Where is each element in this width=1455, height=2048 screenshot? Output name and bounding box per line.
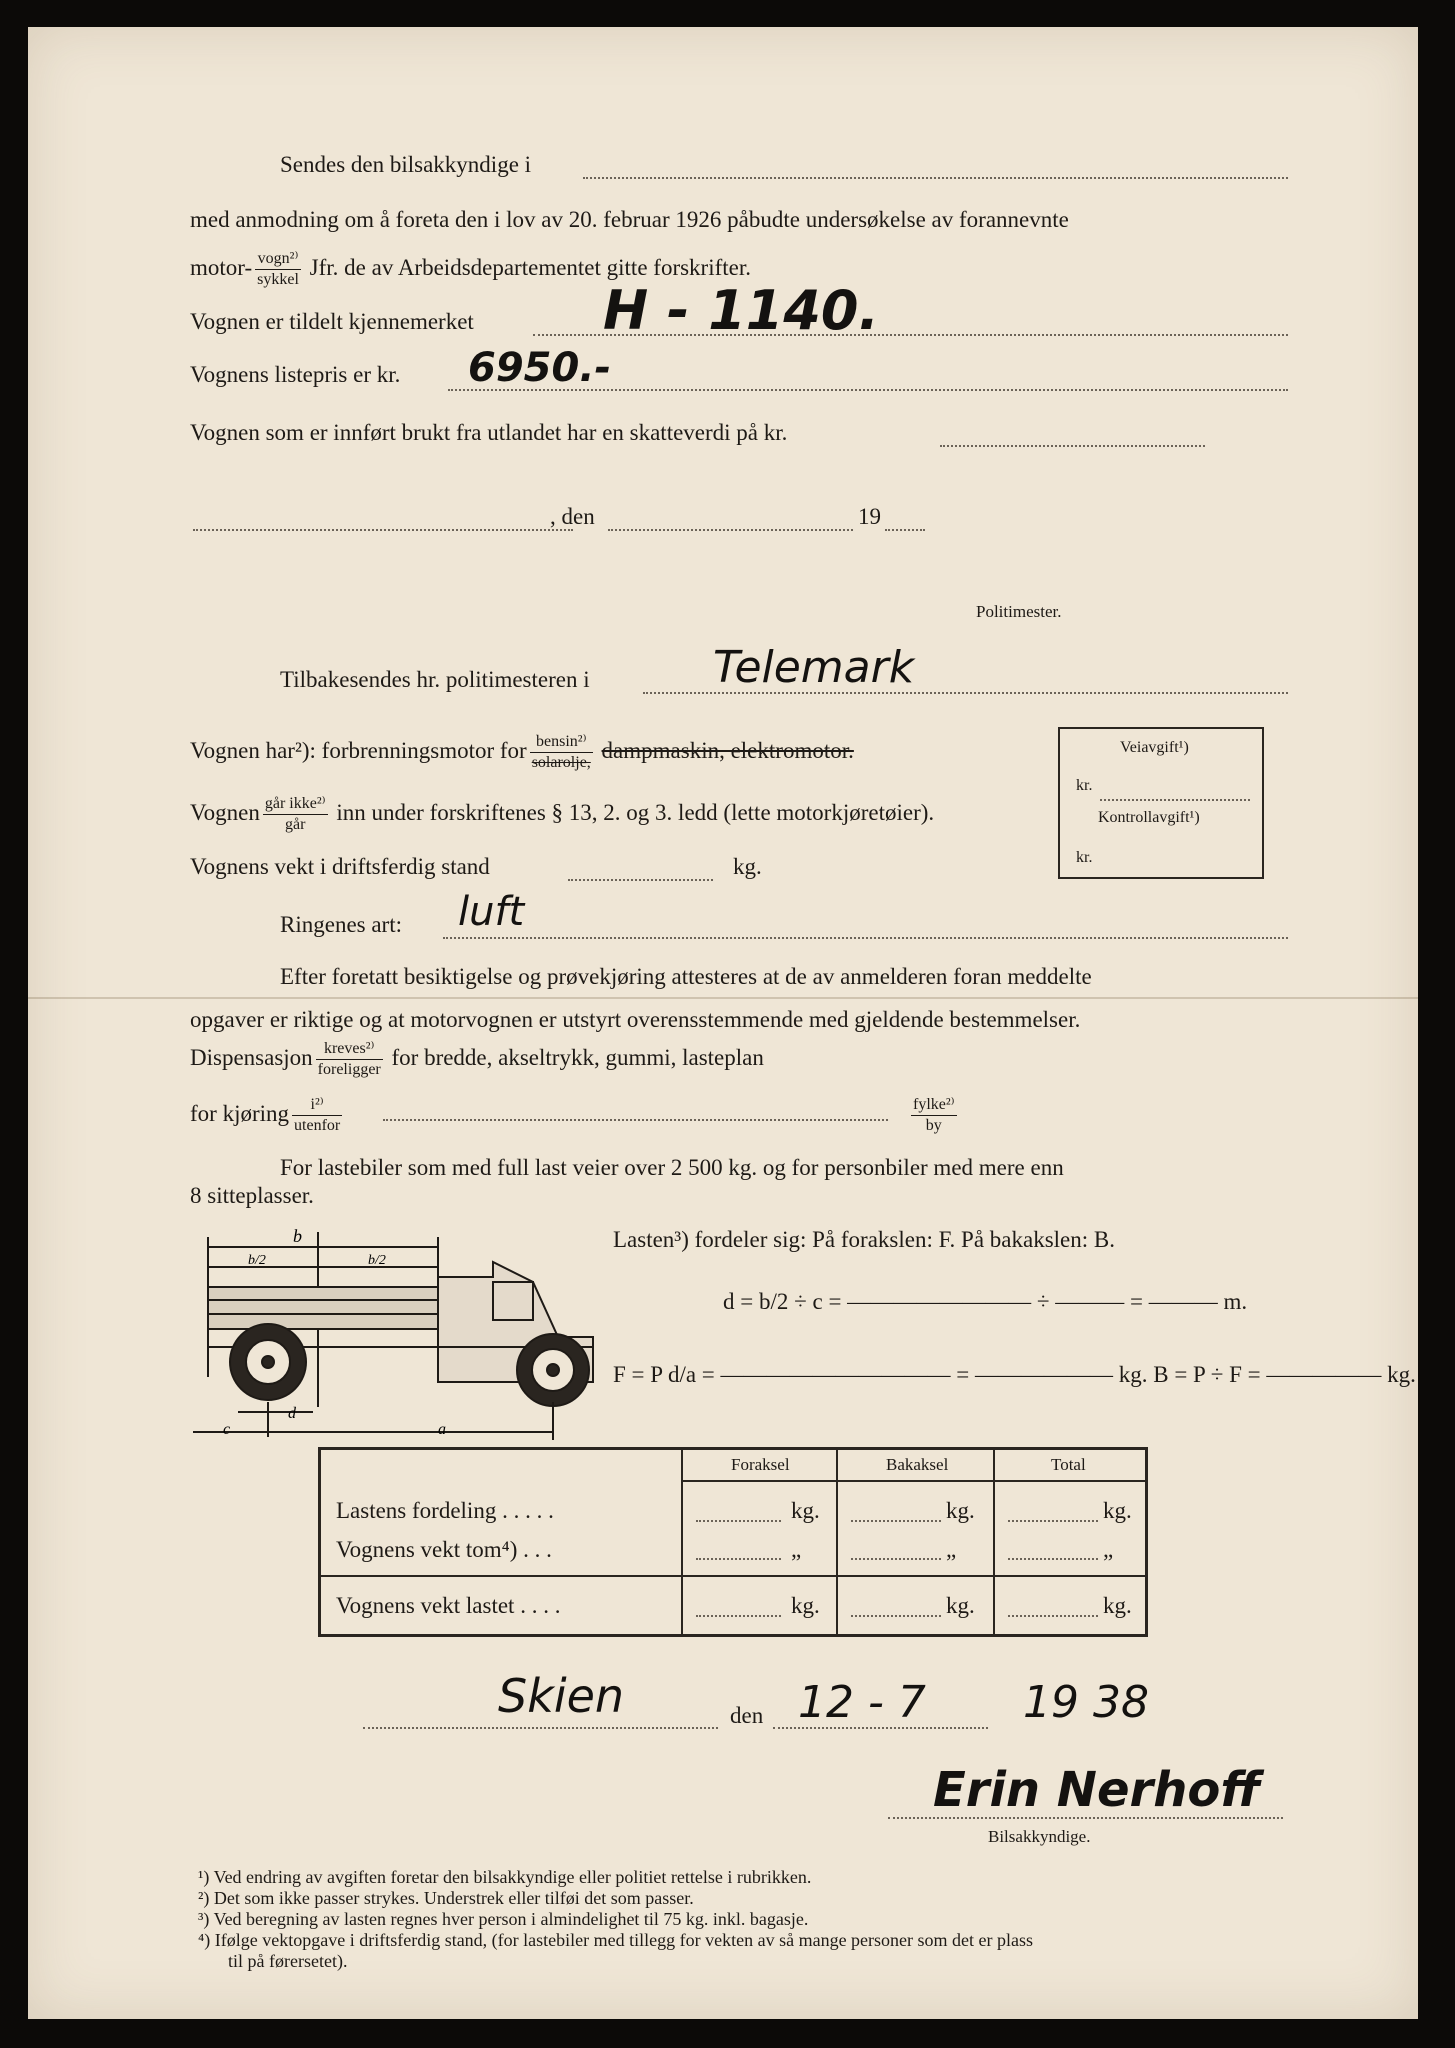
fylke-denominator: by [925,1117,942,1134]
table-cell-unit: kg. [946,1593,975,1618]
year-field[interactable] [885,529,925,531]
ringenes-field[interactable] [443,937,1288,939]
anmodning-text: med anmodning om å foreta den i lov av 20. februar 1926 påbudte undersøkelse av forannevnte [190,207,1069,232]
motor-numerator: vogn²⁾ [255,249,301,270]
date-value: 12 - 7 [798,1677,926,1728]
kreves-denominator: foreligger [317,1061,381,1078]
politimester-label: Politimester. [976,602,1062,621]
sendes-field[interactable] [583,177,1288,179]
motor-fraction [255,249,301,290]
skatteverdi-label: Vognen som er innført brukt fra utlandet har en skatteverdi på kr. [190,420,788,445]
veiavgift-field[interactable] [1100,799,1250,801]
date-field[interactable] [608,529,853,531]
document-page [28,27,1418,2019]
vognen-gar-label: Vognen [190,799,260,825]
gar-numerator: går ikke²⁾ [263,794,328,815]
table-cell-unit: „ [1103,1537,1114,1562]
place-value: Skien [498,1669,625,1723]
vekt-field[interactable] [568,879,713,881]
diagram-label-c: c [223,1421,231,1438]
signature-value: Erin Nerhoff [933,1762,1261,1818]
dispensasjon-line [190,1039,764,1080]
motor-prefix: motor- [190,254,253,280]
fylke-numerator: fylke²⁾ [911,1095,957,1116]
diagram-label-a: a [438,1421,446,1438]
gar-denominator: går [284,816,306,833]
table-col-divider [681,1450,683,1634]
tilbakesendes-label: Tilbakesendes hr. politimesteren i [280,667,590,692]
gar-fraction [263,794,328,835]
efter-line2: opgaver er riktige og at motorvognen er utstyrt overensstemmende med gjeldende bestemmelser. [190,1007,1081,1032]
footnote-4-cont: til på førersetet). [228,1951,348,1971]
diagram-label-b2-left: b/2 [248,1253,266,1268]
vekt-unit: kg. [733,854,762,879]
diagram-label-d: d [288,1405,296,1422]
sendes-label: Sendes den bilsakkyndige i [280,152,532,177]
table-cell-field[interactable] [1008,1615,1098,1617]
table-row-divider [321,1575,1145,1577]
kjennemerke-label: Vognen er tildelt kjennemerket [190,309,474,334]
dampmaskin-text: dampmaskin, elektromotor. [601,737,854,763]
place-signature-field[interactable] [363,1727,718,1729]
table-cell-field[interactable] [851,1615,941,1617]
table-row-label: Vognens vekt lastet . . . . [336,1593,561,1618]
veiavgift-label: Veiavgift¹) [1120,739,1189,756]
kjoring-line [190,1095,345,1136]
bilsakkyndige-label: Bilsakkyndige. [988,1827,1091,1846]
table-row-label: Lastens fordeling . . . . . [336,1498,554,1523]
weight-table [318,1447,1148,1637]
table-cell-field[interactable] [851,1558,941,1560]
table-header-foraksel: Foraksel [731,1455,790,1474]
table-cell-field[interactable] [1008,1520,1098,1522]
table-cell-unit: kg. [791,1498,820,1523]
table-cell-field[interactable] [851,1520,941,1522]
ringenes-value: luft [458,889,525,935]
bensin-fraction [530,732,593,773]
i-fraction [292,1095,342,1136]
footnote-4: ⁴) Ifølge vektopgave i driftsferdig stand, (for lastebiler med tillegg for vekten av så mange personer som det er plass [198,1930,1034,1950]
dispensasjon-label: Dispensasjon [190,1044,313,1070]
footnote-2: ²) Det som ikke passer strykes. Understrek eller tilføi det som passer. [198,1888,694,1908]
fylke-fraction [911,1095,957,1136]
table-row-label: Vognens vekt tom⁴) . . . [336,1537,552,1562]
lastebiler-line2: 8 sitteplasser. [190,1183,314,1208]
table-cell-field[interactable] [696,1520,781,1522]
kreves-fraction [316,1039,383,1080]
diagram-label-b: b [293,1226,302,1246]
avgift-box [1058,727,1264,879]
bensin-numerator: bensin²⁾ [530,732,593,753]
kreves-numerator: kreves²⁾ [316,1039,383,1060]
fylke-line [908,1095,960,1136]
year-prefix: 19 [858,504,881,529]
bensin-denominator: solarolje, [531,754,591,771]
table-cell-unit: „ [791,1537,802,1562]
table-col-divider [836,1450,838,1634]
kontrollavgift-label: Kontrollavgift¹) [1098,809,1200,826]
formula-f: F = P d/a = —————————— = —————— kg. B = P ÷ F = ————— kg. [613,1362,1416,1387]
table-cell-unit: „ [946,1537,957,1562]
date-den-label: den [730,1703,764,1728]
table-col-divider [993,1450,995,1634]
listepris-label: Vognens listepris er kr. [190,362,401,387]
gar-suffix: inn under forskriftenes § 13, 2. og 3. ledd (lette motorkjøretøier). [336,799,935,825]
kjoring-label: for kjøring [190,1100,290,1126]
tilbakesendes-value: Telemark [713,642,915,693]
table-header-divider [681,1480,1145,1482]
i-denominator: utenfor [294,1117,341,1134]
table-cell-field[interactable] [696,1615,781,1617]
table-header-bakaksel: Bakaksel [886,1455,949,1474]
veiavgift-kr: kr. [1076,777,1093,794]
place-field[interactable] [193,529,573,531]
formula-d: d = b/2 ÷ c = ———————— ÷ ——— = ——— m. [723,1289,1248,1314]
vekt-label: Vognens vekt i driftsferdig stand [190,854,490,879]
listepris-value: 6950.- [468,345,612,391]
table-cell-unit: kg. [1103,1593,1132,1618]
table-cell-unit: kg. [946,1498,975,1523]
footnote-3: ³) Ved beregning av lasten regnes hver person i almindelighet til 75 kg. inkl. bagasje. [198,1909,809,1929]
table-header-total: Total [1051,1455,1086,1474]
truck-diagram [193,1222,608,1447]
lasten-line: Lasten³) fordeler sig: På forakslen: F. På bakakslen: B. [613,1227,1115,1252]
fold-line [28,997,1418,999]
motor-denominator: sykkel [257,271,299,288]
diagram-label-b2-right: b/2 [368,1253,386,1268]
table-cell-unit: kg. [1103,1498,1132,1523]
dispensasjon-suffix: for bredde, akseltrykk, gummi, lasteplan [391,1044,764,1070]
vognen-har-line [190,732,854,773]
efter-line1: Efter foretatt besiktigelse og prøvekjøring attesteres at de av anmelderen foran meddelte [280,964,1092,989]
i-numerator: i²⁾ [292,1095,342,1116]
year-value: 19 38 [1023,1677,1149,1728]
vognen-har-label: Vognen har²): forbrenningsmotor for [190,737,527,763]
table-cell-field[interactable] [1008,1558,1098,1560]
footnote-1: ¹) Ved endring av avgiften foretar den bilsakkyndige eller politiet rettelse i rubrikken. [198,1867,812,1887]
skatteverdi-field[interactable] [940,445,1205,447]
vognen-gar-line [190,794,934,835]
lastebiler-line1: For lastebiler som med full last veier over 2 500 kg. og for personbiler med mere enn [280,1155,1064,1180]
kjennemerke-value: H - 1140. [603,279,880,342]
kontrollavgift-kr: kr. [1076,849,1093,866]
kjoring-field[interactable] [383,1119,888,1121]
den-label: , den [550,504,595,529]
table-cell-field[interactable] [696,1558,781,1560]
motor-suffix: Jfr. de av Arbeidsdepartementet gitte forskrifter. [309,254,751,280]
ringenes-label: Ringenes art: [280,912,402,937]
table-cell-unit: kg. [791,1593,820,1618]
